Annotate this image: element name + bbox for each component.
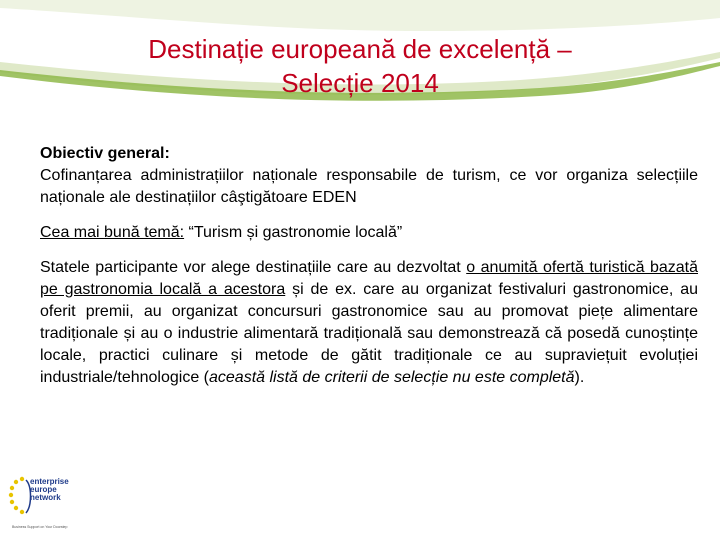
theme-label: Cea mai bună temă: — [40, 224, 185, 241]
objective-heading: Obiectiv general: — [40, 145, 170, 162]
theme-value: “Turism și gastronomie locală” — [184, 224, 403, 241]
criteria-text-part1: Statele participante vor alege destinațiile care au dezvoltat — [40, 259, 467, 276]
logo-word-network: network — [30, 493, 61, 502]
objective-text: Cofinanțarea administrațiilor naționale responsabile de turism, ce vor organiza selecțiile naționale ale destinațiilor câştigătoare EDEN — [40, 167, 698, 206]
criteria-text-italic: această listă de criterii de selecție nu este completă — [209, 369, 575, 386]
logo-word-europe: europe — [30, 485, 57, 494]
slide-title — [60, 32, 660, 100]
theme-line — [40, 222, 698, 244]
enterprise-europe-network-logo — [8, 472, 78, 534]
criteria-paragraph — [40, 257, 698, 389]
slide-title-line-1: Destinație europeană de excelență – — [148, 34, 572, 64]
criteria-text-end: ). — [574, 369, 585, 386]
slide-title-line-2: Selecție 2014 — [281, 68, 439, 98]
criteria-text-underlined: o anumită ofertă turistică bazată pe gastronomia locală a acestora — [40, 259, 698, 298]
logo-word-enterprise: enterprise — [30, 477, 69, 486]
criteria-text-part2: și de ex. care au organizat festivaluri gastronomice, au oferit premii, au organizat concursuri gastronomice sau au promovat piețe alimentare tradiționale și au o industrie alimentară tradițională sau demonstrează că posedă cunoștințe locale, practici culinare și metode de gătit tradiționale ce au supraviețuit evoluției industriale/tehnologice ( — [40, 281, 698, 386]
slide-content — [40, 143, 698, 389]
logo-tagline: Business Support on Your Doorstep — [12, 525, 68, 529]
logo-wordmark — [30, 478, 80, 502]
